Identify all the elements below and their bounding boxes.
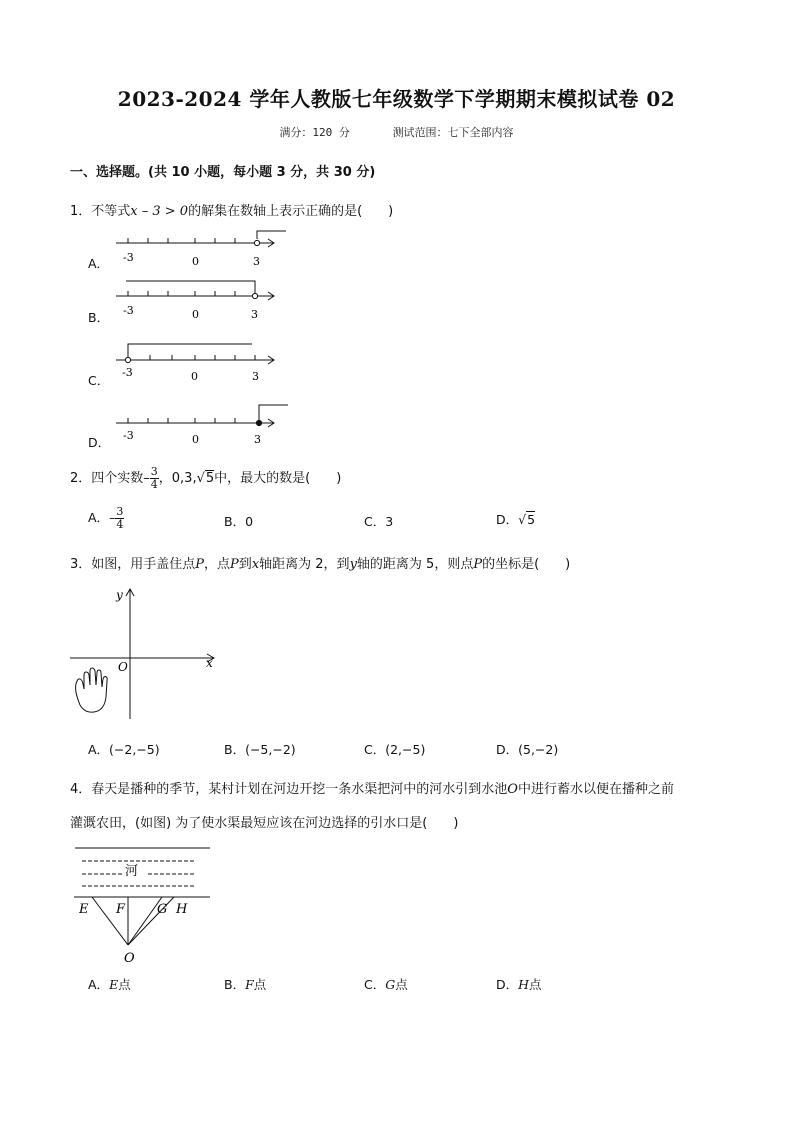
q4-option-c-letter: C．: [364, 977, 386, 992]
q1d-tick-0: 0: [192, 433, 199, 446]
q4-option-b-point: F: [245, 977, 254, 992]
q2-option-d-letter: D．: [496, 512, 519, 527]
q1-option-c-numberline: [110, 340, 290, 386]
q4-option-b-letter: B．: [224, 977, 246, 992]
q4-stem-line-1: [70, 778, 674, 797]
q2-option-b[interactable]: B．0: [224, 514, 254, 529]
q1a-tick-neg3: -3: [123, 251, 134, 264]
q2-list: ，0,3,: [158, 471, 197, 486]
page-title: 2023-2024 学年人教版七年级数学下学期期末模拟试卷 02: [117, 87, 676, 111]
q4-option-a-point: E: [109, 977, 119, 992]
q4-line1-a: 4．春天是播种的季节，某村计划在河边开挖一条水渠把河中的河水引到水池: [70, 782, 508, 797]
q2-frac-num: 3: [150, 465, 158, 478]
q3-axis-x-label: x: [206, 656, 213, 670]
q1b-tick-neg3: -3: [123, 304, 134, 317]
q4-option-b[interactable]: [224, 975, 266, 993]
q3-origin-label: O: [118, 660, 128, 674]
q4-option-d-point: H: [518, 977, 530, 992]
q1-option-a-label[interactable]: A．: [88, 256, 110, 271]
q4-option-c-suffix: 点: [395, 977, 408, 992]
q1-stem-prefix: 1．不等式: [70, 204, 131, 219]
q2-sqrt-sign: √: [196, 471, 205, 486]
q3-option-c[interactable]: C．(2,−5): [364, 742, 426, 757]
q1-expression: x – 3 > 0: [130, 204, 189, 219]
q1-option-d-numberline: [110, 400, 290, 446]
q1d-tick-3: 3: [254, 433, 261, 446]
test-scope: 测试范围：七下全部内容: [392, 126, 514, 139]
q4-origin-label: O: [124, 951, 135, 966]
q4-option-a-letter: A．: [88, 977, 110, 992]
q2-option-a[interactable]: [88, 506, 124, 531]
q1-stem-suffix: 的解集在数轴上表示正确的是( ): [188, 204, 394, 219]
q2-option-a-fraction: [115, 506, 124, 531]
q3-x-var: x: [251, 557, 260, 572]
q3-option-d[interactable]: D．(5,−2): [496, 742, 559, 757]
q3-stem-6: 的坐标是( ): [482, 557, 571, 572]
q2-option-d-arg: 5: [527, 512, 536, 527]
q2-frac-den: 4: [150, 478, 158, 491]
q1-option-c-label[interactable]: C．: [88, 373, 110, 388]
q4-river-label: 河: [125, 864, 139, 879]
q3-point-p3: P: [473, 557, 483, 572]
q3-option-b[interactable]: B．(−5,−2): [224, 742, 296, 757]
q1-stem: [70, 200, 393, 219]
q3-stem-1: 3．如图，用手盖住点: [70, 557, 196, 572]
q1-option-a-numberline: [110, 225, 290, 271]
q2-sqrt-arg: 5: [205, 471, 215, 486]
hand-icon: [76, 668, 108, 712]
q2-option-a-neg: –: [109, 510, 116, 525]
q4-line1-b: 中进行蓄水以便在播种之前: [517, 782, 674, 797]
q4-option-b-suffix: 点: [253, 977, 267, 992]
full-score: 满分：120 分: [279, 126, 350, 139]
q2-option-c[interactable]: C．3: [364, 514, 394, 529]
q2-option-d-sqrt: √: [518, 512, 527, 527]
q2-stem: [70, 466, 341, 491]
q1-option-b-label[interactable]: B．: [88, 310, 110, 325]
q1c-tick-3: 3: [252, 370, 259, 383]
q2-neg-sign: –: [143, 471, 150, 486]
q1a-tick-0: 0: [192, 255, 199, 268]
q1c-tick-0: 0: [191, 370, 198, 383]
q2-stem-suffix: 中，最大的数是( ): [214, 471, 342, 486]
q1b-tick-3: 3: [251, 308, 258, 321]
q1d-tick-neg3: -3: [123, 429, 134, 442]
q3-y-var: y: [349, 557, 357, 572]
q1-option-d-label[interactable]: D．: [88, 435, 111, 450]
q1-option-b-numberline: [110, 278, 290, 324]
q3-option-a[interactable]: A．(−2,−5): [88, 742, 160, 757]
q3-stem-5: 轴的距离为 5，则点: [356, 557, 474, 572]
q4-point-g: G: [157, 902, 168, 917]
q4-point-h: H: [176, 902, 188, 917]
q2-option-a-den: 4: [116, 518, 124, 531]
q1c-tick-neg3: -3: [122, 366, 133, 379]
q4-stem-line-2: 灌溉农田，(如图) 为了使水渠最短应该在河边选择的引水口是( ): [70, 816, 459, 831]
q4-point-f: F: [116, 902, 126, 917]
q3-coordinate-figure: [68, 585, 228, 725]
q3-stem-4: 轴距离为 2，到: [259, 557, 350, 572]
q3-point-p2: P: [230, 557, 239, 572]
q4-option-d-suffix: 点: [529, 977, 542, 992]
q3-point-p1: P: [195, 557, 205, 572]
q1b-tick-0: 0: [192, 308, 199, 321]
q4-river-figure: [70, 842, 215, 967]
q4-option-d-letter: D．: [496, 977, 519, 992]
q4-option-c[interactable]: [364, 975, 408, 993]
q2-option-d[interactable]: [496, 510, 535, 528]
q2-option-a-letter: A．: [88, 510, 110, 525]
q4-option-c-point: G: [385, 977, 396, 992]
q4-point-e: E: [79, 902, 89, 917]
q3-stem-2: ，点: [204, 557, 231, 572]
q3-axis-y-label: y: [116, 588, 123, 602]
q4-option-d[interactable]: [496, 975, 542, 993]
q4-option-a[interactable]: [88, 975, 131, 993]
q2-option-a-num: 3: [116, 505, 124, 518]
q3-stem: [70, 553, 570, 572]
q2-stem-prefix: 2．四个实数: [70, 471, 144, 486]
q4-option-a-suffix: 点: [118, 977, 131, 992]
q1a-tick-3: 3: [253, 255, 260, 268]
exam-meta: [0, 124, 793, 140]
q2-fraction: [150, 466, 159, 491]
section-heading: 一、选择题。(共 10 小题，每小题 3 分，共 30 分): [70, 165, 376, 180]
q4-pool-label: O: [507, 782, 518, 797]
q3-stem-3: 到: [238, 557, 252, 572]
